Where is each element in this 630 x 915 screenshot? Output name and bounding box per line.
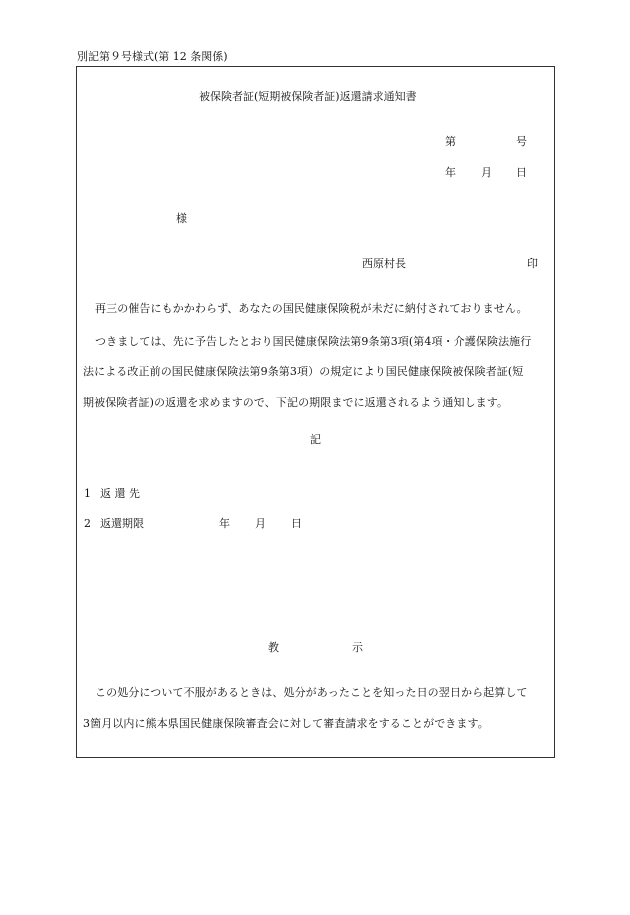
item-number: 1 xyxy=(84,487,91,500)
deadline-day: 日 xyxy=(291,517,302,530)
item-label-deadline: 返還期限 xyxy=(100,517,144,530)
deadline-month: 月 xyxy=(255,517,266,530)
body-line: つきましては、先に予告したとおり国民健康保険法第9条第3項(第4項・介護保険法施行 xyxy=(95,335,532,348)
addressee-suffix: 様 xyxy=(176,212,187,225)
seal-mark: 印 xyxy=(527,257,538,270)
date-month: 月 xyxy=(481,166,492,179)
date-day: 日 xyxy=(516,166,527,179)
body-line: 再三の催告にもかかわらず、あなたの国民健康保険税が未だに納付されておりません。 xyxy=(95,302,528,315)
body-line: 期被保険者証)の返還を求めますので、下記の期限までに返還されるよう通知します。 xyxy=(83,396,509,409)
date-year: 年 xyxy=(445,166,456,179)
form-label: 別記第９号様式(第 12 条関係) xyxy=(77,50,228,63)
document-title: 被保険者証(短期被保険者証)返還請求通知書 xyxy=(199,90,417,103)
notice-line: 3箇月以内に熊本県国民健康保険審査会に対して審査請求をすることができます。 xyxy=(83,717,489,730)
notice-line: この処分について不服があるときは、処分があったことを知った日の翌日から起算して xyxy=(95,686,528,699)
ki-heading: 記 xyxy=(310,433,321,446)
deadline-year: 年 xyxy=(219,517,230,530)
body-line: 法による改正前の国民健康保険法第9条第3項）の規定により国民健康保険被保険者証(短 xyxy=(83,365,524,378)
notice-title-left: 教 xyxy=(268,641,279,654)
notice-title-right: 示 xyxy=(352,641,363,654)
number-prefix: 第 xyxy=(445,135,456,148)
item-number: 2 xyxy=(84,517,91,530)
sender-title: 西原村長 xyxy=(362,257,406,270)
item-label-return-to: 返 還 先 xyxy=(100,487,140,500)
number-suffix: 号 xyxy=(516,135,527,148)
